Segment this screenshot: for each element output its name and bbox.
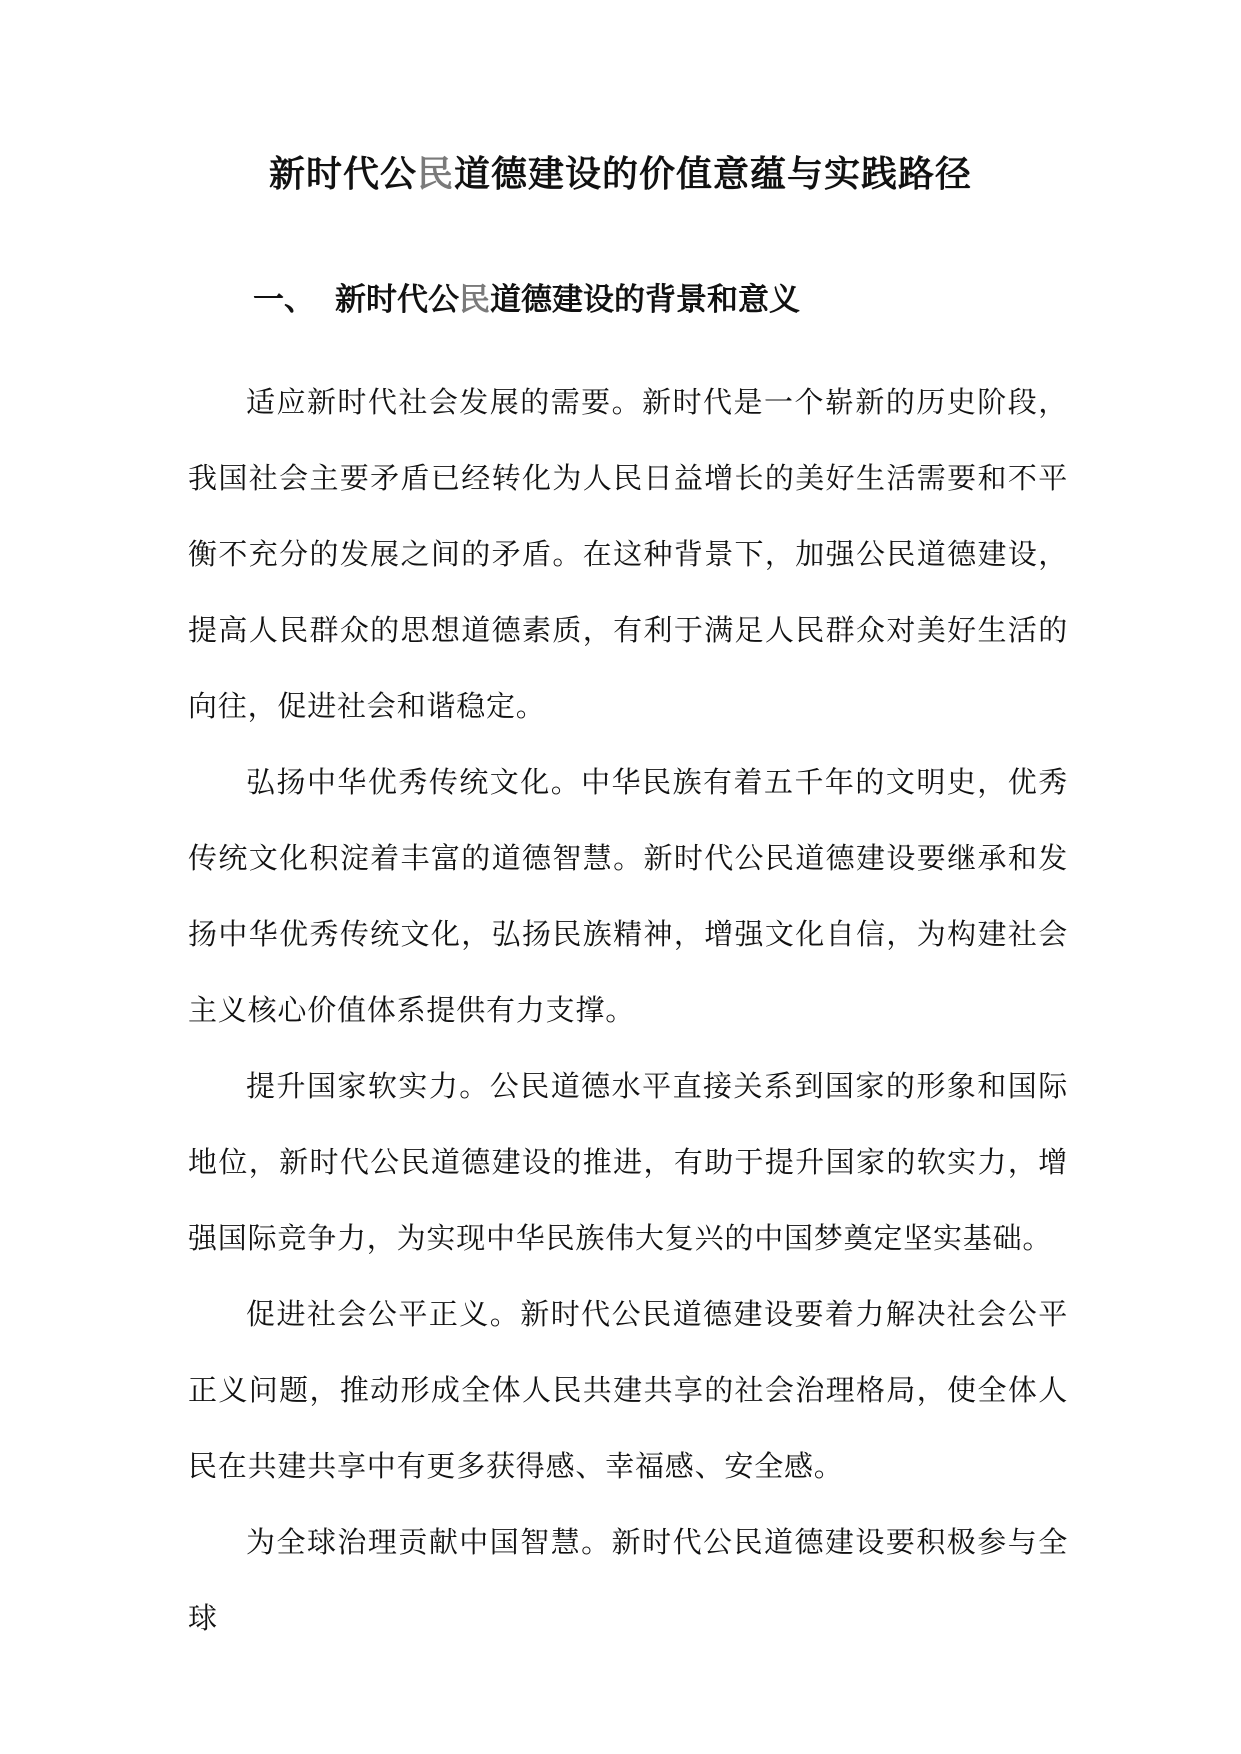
document-title bbox=[0, 150, 1241, 198]
section-heading bbox=[253, 278, 800, 322]
body-text bbox=[188, 364, 1068, 1656]
paragraph: 促进社会公平正义。新时代公民道德建设要着力解决社会公平正义问题，推动形成全体人民共建共享的社会治理格局，使全体人民在共建共享中有更多获得感、幸福感、安全感。 bbox=[188, 1297, 1068, 1483]
paragraph: 适应新时代社会发展的需要。新时代是一个崭新的历史阶段，我国社会主要矛盾已经转化为人民日益增长的美好生活需要和不平衡不充分的发展之间的矛盾。在这种背景下，加强公民道德建设，提高人民群众的思想道德素质，有利于满足人民群众对美好生活的向往，促进社会和谐稳定。 bbox=[188, 385, 1068, 723]
title-text-part-2: 道德建设的价值意蕴与实践路径 bbox=[454, 153, 973, 195]
section-heading-part-2: 道德建设的背景和意义 bbox=[490, 282, 800, 318]
section-heading-highlighted-character: 民 bbox=[459, 282, 490, 318]
section-heading-part-1: 新时代公 bbox=[335, 282, 459, 318]
title-highlighted-character: 民 bbox=[416, 153, 454, 195]
section-number: 一、 bbox=[253, 282, 315, 318]
paragraph: 为全球治理贡献中国智慧。新时代公民道德建设要积极参与全球 bbox=[188, 1525, 1068, 1635]
paragraph: 弘扬中华优秀传统文化。中华民族有着五千年的文明史，优秀传统文化积淀着丰富的道德智慧。新时代公民道德建设要继承和发扬中华优秀传统文化，弘扬民族精神，增强文化自信，为构建社会主义核心价值体系提供有力支撑。 bbox=[188, 765, 1068, 1027]
title-text-part-1: 新时代公 bbox=[268, 153, 417, 195]
paragraph: 提升国家软实力。公民道德水平直接关系到国家的形象和国际地位，新时代公民道德建设的推进，有助于提升国家的软实力，增强国际竞争力，为实现中华民族伟大复兴的中国梦奠定坚实基础。 bbox=[188, 1069, 1068, 1255]
